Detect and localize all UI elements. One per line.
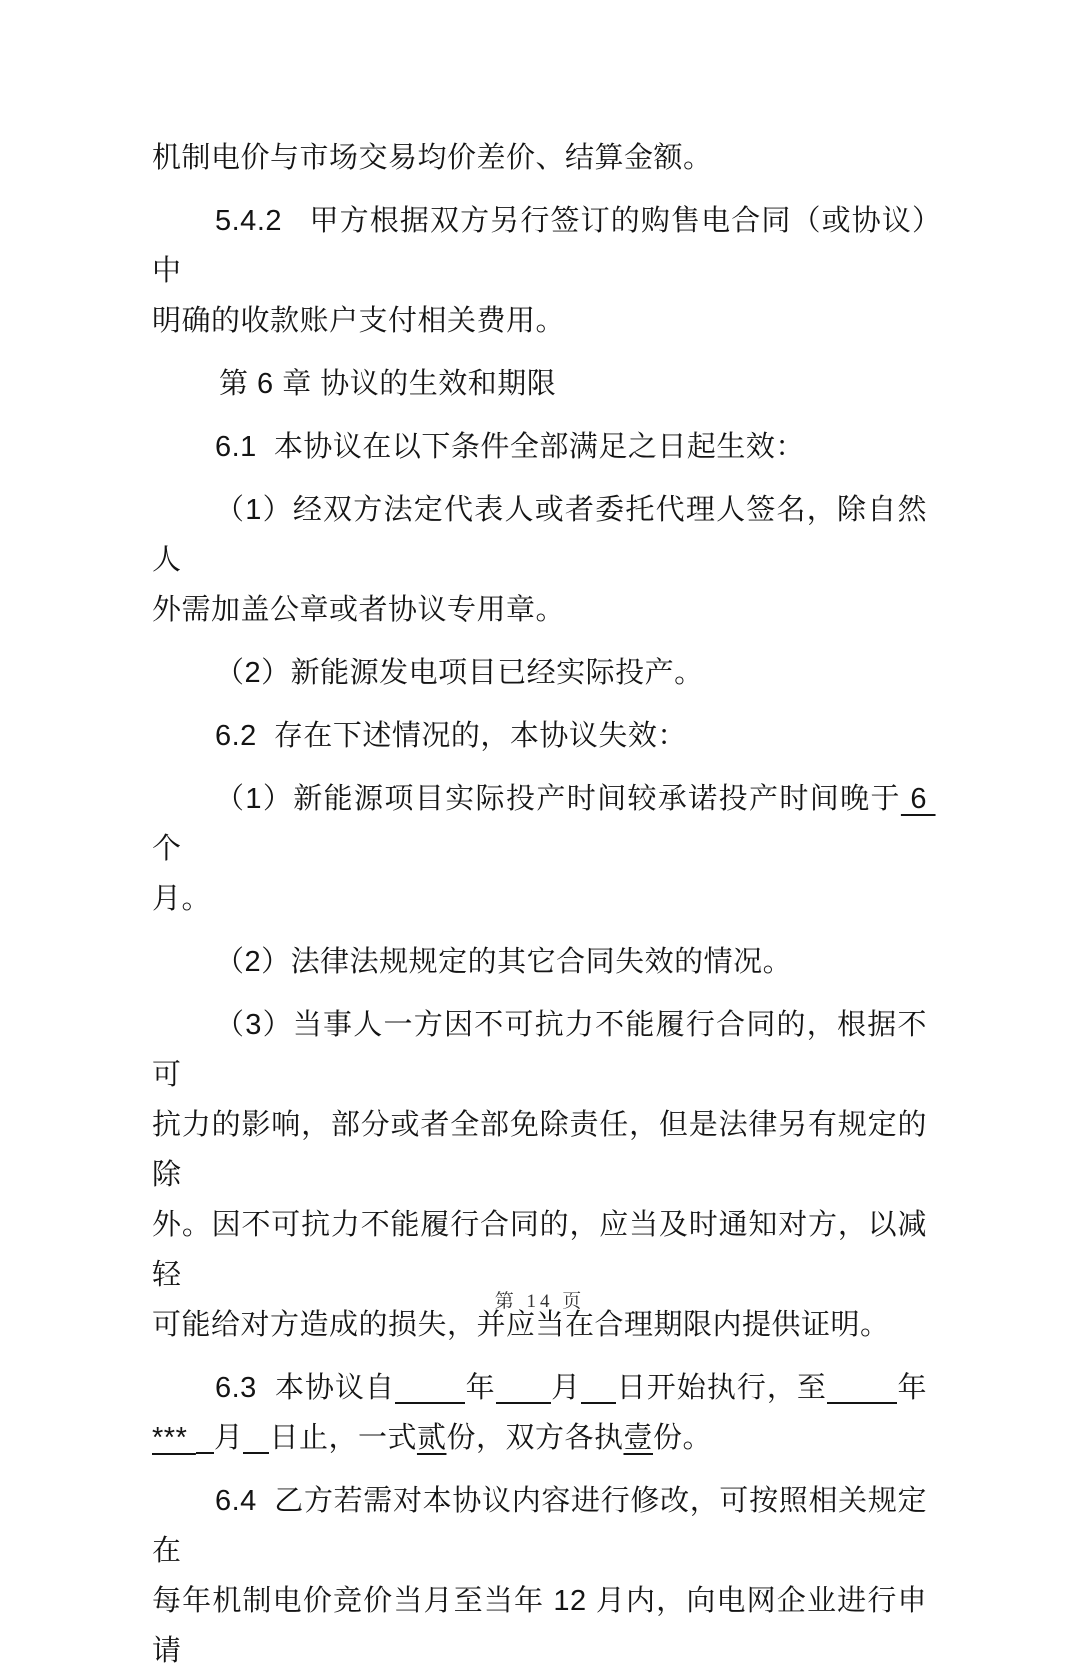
underlined-text: 6: [900, 783, 936, 815]
blank-fill-in-field: [496, 1382, 551, 1404]
text-line: [152, 1576, 927, 1676]
text-line: [152, 1476, 927, 1576]
text-segment: 年: [465, 1372, 496, 1404]
text-segment: （1）新能源项目实际投产时间较承诺投产时间晚于: [215, 783, 901, 815]
clause-5.4.2: [152, 196, 927, 346]
text-segment: 个: [152, 833, 182, 865]
text-segment: 机制电价与市场交易均价差价、结算金额。: [152, 142, 713, 174]
text-segment: 年: [896, 1372, 927, 1404]
item-6.1-2: [152, 648, 927, 698]
text-line: [152, 937, 927, 987]
text-segment: 明确的收款账户支付相关费用。: [152, 305, 566, 337]
text-segment: 5.4.2 甲方根据双方另行签订的购售电合同（或协议）中: [152, 205, 928, 287]
text-line: [152, 648, 927, 698]
text-line: [152, 585, 927, 635]
text-line: [152, 133, 927, 183]
underlined-text: 贰: [416, 1422, 447, 1454]
item-6.2-2: [152, 937, 927, 987]
chapter-6-heading: [152, 359, 927, 409]
text-segment: 日止，一式: [269, 1422, 417, 1454]
blank-fill-in-field: [827, 1382, 897, 1404]
text-segment: 6.4 乙方若需对本协议内容进行修改，可按照相关规定在: [152, 1485, 927, 1567]
text-segment: 每年机制电价竞价当月至当年 12 月内，向电网企业进行申请: [152, 1585, 927, 1667]
item-6.1-1: [152, 485, 927, 635]
page-footer: [0, 1286, 1080, 1313]
underlined-text: 壹: [623, 1422, 653, 1454]
blank-fill-in-field: [196, 1432, 214, 1454]
page-number: 第 14 页: [494, 1291, 586, 1312]
text-segment: 外。因不可抗力不能履行合同的，应当及时通知对方，以减轻: [152, 1209, 927, 1291]
text-line: [152, 874, 927, 924]
text-line: [152, 1200, 927, 1300]
text-segment: 第 6 章 协议的生效和期限: [219, 368, 557, 400]
clause-6.3: [152, 1363, 927, 1463]
text-line: [152, 422, 927, 472]
blank-fill-in-field: [395, 1382, 465, 1404]
text-segment: 月。: [152, 883, 212, 915]
text-line: [152, 296, 927, 346]
text-segment: 份。: [653, 1422, 713, 1454]
text-segment: （3）当事人一方因不可抗力不能履行合同的，根据不可: [152, 1009, 927, 1091]
clause-6.4: [152, 1476, 927, 1676]
text-segment: （2）法律法规规定的其它合同失效的情况。: [215, 946, 793, 978]
clause-6.1: [152, 422, 927, 472]
text-segment: 6.2 存在下述情况的，本协议失效：: [215, 720, 687, 752]
text-segment: 日开始执行，至: [616, 1372, 827, 1404]
text-segment: （2）新能源发电项目已经实际投产。: [215, 657, 704, 689]
text-line: [152, 196, 927, 296]
text-segment: 可能给对方造成的损失，并应当在合理期限内提供证明。: [152, 1309, 890, 1341]
clause-5.4.1-continuation: [152, 133, 927, 183]
text-segment: 6.1 本协议在以下条件全部满足之日起生效：: [215, 431, 805, 463]
text-line: [152, 1413, 927, 1463]
text-line: [152, 774, 936, 874]
text-line: [152, 711, 927, 761]
text-segment: 月: [550, 1372, 582, 1404]
text-line: [152, 485, 927, 585]
text-segment: 6.3 本协议自: [215, 1372, 396, 1404]
blank-fill-in-field: [243, 1432, 269, 1454]
text-segment: 月: [213, 1422, 244, 1454]
text-line: [152, 359, 927, 409]
text-line: [152, 1000, 927, 1100]
item-6.2-1: [152, 774, 936, 924]
underlined-text: ***: [152, 1422, 196, 1454]
text-segment: 外需加盖公章或者协议专用章。: [152, 594, 566, 626]
text-line: [152, 1100, 927, 1200]
clause-6.2: [152, 711, 927, 761]
text-segment: 抗力的影响，部分或者全部免除责任，但是法律另有规定的除: [152, 1109, 927, 1191]
text-line: [152, 1363, 927, 1413]
blank-fill-in-field: [581, 1382, 616, 1404]
text-segment: 份，双方各执: [446, 1422, 624, 1454]
text-segment: （1）经双方法定代表人或者委托代理人签名，除自然人: [152, 494, 927, 576]
